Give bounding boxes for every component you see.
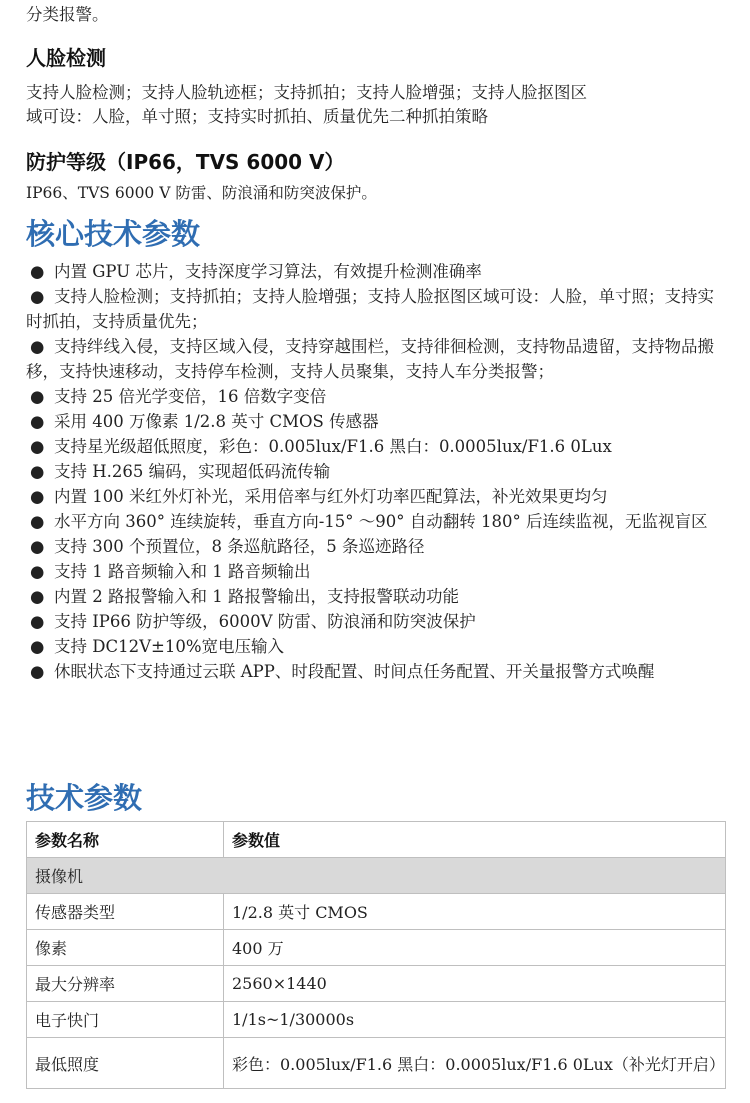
table-group-row [27, 858, 726, 894]
face-detection-line-2: 域可设：人脸，单寸照；支持实时抓拍、质量优先二种抓拍策略 [26, 107, 488, 126]
face-detection-line-1: 支持人脸检测；支持人脸轨迹框；支持抓拍；支持人脸增强；支持人脸抠图区 [26, 83, 587, 102]
continued-text: 分类报警。 [26, 5, 109, 24]
group-cell: 摄像机 [27, 858, 726, 894]
protection-text: IP66、TVS 6000 V 防雷、防浪涌和防突波保护。 [26, 184, 377, 202]
list-item: ● 支持绊线入侵，支持区域入侵，支持穿越围栏，支持徘徊检测，支持物品遗留，支持物品搬移，支持快速移动，支持停车检测，支持人员聚集，支持人车分类报警； [26, 334, 726, 384]
param-name: 像素 [27, 930, 224, 966]
bullet-icon: ● [30, 587, 45, 606]
header-cell: 参数名称 [27, 822, 224, 858]
core-params-list [26, 259, 726, 684]
param-name: 电子快门 [27, 1002, 224, 1038]
list-item: ● 支持 H.265 编码，实现超低码流传输 [26, 459, 726, 484]
table-row [27, 930, 726, 966]
bullet-icon: ● [30, 462, 45, 481]
param-value: 1/2.8 英寸 CMOS [224, 894, 726, 930]
bullet-icon: ● [30, 487, 45, 506]
table-row [27, 894, 726, 930]
list-item: ● 支持人脸检测；支持抓拍；支持人脸增强；支持人脸抠图区域可设：人脸，单寸照；支持实时抓拍，支持质量优先； [26, 284, 726, 334]
header-cell: 参数值 [224, 822, 726, 858]
bullet-icon: ● [30, 337, 45, 356]
param-name: 传感器类型 [27, 894, 224, 930]
bullet-icon: ● [30, 612, 45, 631]
list-item: ● 采用 400 万像素 1/2.8 英寸 CMOS 传感器 [26, 409, 726, 434]
list-item: ● 支持 25 倍光学变倍，16 倍数字变倍 [26, 384, 726, 409]
list-item: ● 内置 100 米红外灯补光，采用倍率与红外灯功率匹配算法，补光效果更均匀 [26, 484, 726, 509]
list-item: ● 支持 1 路音频输入和 1 路音频输出 [26, 559, 726, 584]
list-item: ● 水平方向 360° 连续旋转，垂直方向-15° ～90° 自动翻转 180° 后连续监视，无监视盲区 [26, 509, 726, 534]
param-name: 最低照度 [27, 1038, 224, 1089]
table-row [27, 966, 726, 1002]
protection-heading: 防护等级（IP66，TVS 6000 V） [26, 150, 345, 174]
bullet-icon: ● [30, 562, 45, 581]
param-value: 彩色：0.005lux/F1.6 黑白：0.0005lux/F1.6 0Lux（补光灯开启） [224, 1038, 726, 1089]
bullet-icon: ● [30, 262, 45, 281]
bullet-icon: ● [30, 512, 45, 531]
list-item: ● 支持 300 个预置位，8 条巡航路径，5 条巡迹路径 [26, 534, 726, 559]
param-value: 400 万 [224, 930, 726, 966]
table-row [27, 1038, 726, 1089]
table-header-row [27, 822, 726, 858]
list-item: ● 内置 2 路报警输入和 1 路报警输出，支持报警联动功能 [26, 584, 726, 609]
tech-params-title: 技术参数 [26, 781, 143, 815]
list-item: ● 支持 DC12V±10%宽电压输入 [26, 634, 726, 659]
list-item: ● 支持星光级超低照度，彩色：0.005lux/F1.6 黑白：0.0005lux/F1.6 0Lux [26, 434, 726, 459]
list-item: ● 休眠状态下支持通过云联 APP、时段配置、时间点任务配置、开关量报警方式唤醒 [26, 659, 726, 684]
core-params-title: 核心技术参数 [26, 217, 201, 251]
face-detection-heading: 人脸检测 [26, 46, 106, 70]
bullet-icon: ● [30, 412, 45, 431]
param-value: 2560×1440 [224, 966, 726, 1002]
param-name: 最大分辨率 [27, 966, 224, 1002]
tech-params-table [26, 821, 726, 1089]
bullet-icon: ● [30, 387, 45, 406]
bullet-icon: ● [30, 287, 45, 306]
list-item: ● 支持 IP66 防护等级，6000V 防雷、防浪涌和防突波保护 [26, 609, 726, 634]
list-item: ● 内置 GPU 芯片，支持深度学习算法，有效提升检测准确率 [26, 259, 726, 284]
bullet-icon: ● [30, 437, 45, 456]
bullet-icon: ● [30, 637, 45, 656]
bullet-icon: ● [30, 662, 45, 681]
bullet-icon: ● [30, 537, 45, 556]
table-row [27, 1002, 726, 1038]
param-value: 1/1s~1/30000s [224, 1002, 726, 1038]
